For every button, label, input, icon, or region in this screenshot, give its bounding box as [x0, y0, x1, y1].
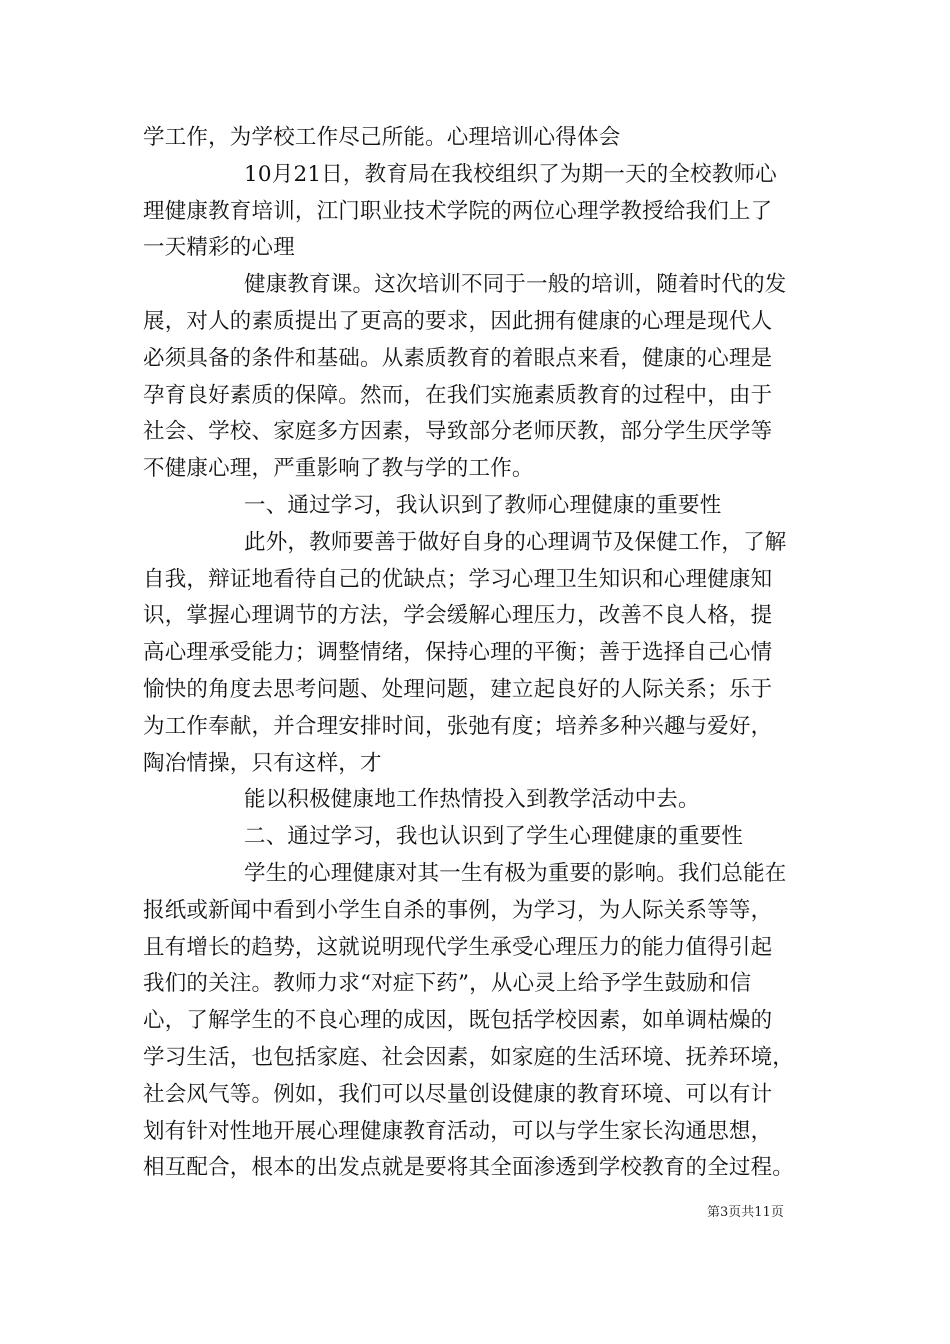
text-line: 陶冶情操，只有这样，才 — [143, 750, 382, 776]
text-line: 社会、学校、家庭多方因素，导致部分老师厌教，部分学生厌学等 — [143, 419, 773, 445]
text-line: 一天精彩的心理 — [143, 235, 295, 261]
text-line: 相互配合，根本的出发点就是要将其全面渗透到学校教育的全过程。 — [143, 1155, 795, 1181]
text-line: 理健康教育培训，江门职业技术学院的两位心理学教授给我们上了 — [143, 198, 773, 224]
text-line: 不健康心理，严重影响了教与学的工作。 — [143, 456, 534, 482]
text-line: 愉快的角度去思考问题、处理问题，建立起良好的人际关系；乐于 — [143, 676, 773, 702]
text-line: 我们的关注。教师力求“对症下药”，从心灵上给予学生鼓励和信 — [143, 971, 752, 997]
text-line: 心，了解学生的不良心理的成因，既包括学校因素，如单调枯燥的 — [143, 1008, 773, 1034]
text-line: 学生的心理健康对其一生有极为重要的影响。我们总能在 — [244, 860, 787, 886]
text-line: 孕育良好素质的保障。然而，在我们实施素质教育的过程中，由于 — [143, 382, 773, 408]
section-heading-1: 一、通过学习，我认识到了教师心理健康的重要性 — [244, 492, 722, 518]
text-line: 识，掌握心理调节的方法，学会缓解心理压力，改善不良人格，提 — [143, 603, 773, 629]
text-line: 展，对人的素质提出了更高的要求，因此拥有健康的心理是现代人 — [143, 308, 773, 334]
page-number: 第3页共11页 — [707, 1205, 784, 1220]
text-line: 此外，教师要善于做好自身的心理调节及保健工作，了解 — [244, 529, 787, 555]
text-line: 学工作，为学校工作尽己所能。心理培训心得体会 — [143, 125, 621, 150]
text-line: 社会风气等。例如，我们可以尽量创设健康的教育环境、可以有计 — [143, 1081, 773, 1107]
text-line: 10月21日，教育局在我校组织了为期一天的全校教师心 — [244, 161, 777, 187]
text-line: 必须具备的条件和基础。从素质教育的着眼点来看，健康的心理是 — [143, 345, 773, 371]
text-line: 报纸或新闻中看到小学生自杀的事例，为学习，为人际关系等等， — [143, 897, 773, 923]
text-line: 为工作奉献，并合理安排时间，张弛有度；培养多种兴趣与爱好， — [143, 713, 773, 739]
text-line: 能以积极健康地工作热情投入到教学活动中去。 — [244, 787, 700, 813]
section-heading-2: 二、通过学习，我也认识到了学生心理健康的重要性 — [244, 824, 744, 850]
text-line: 高心理承受能力；调整情绪，保持心理的平衡；善于选择自己心情 — [143, 640, 773, 666]
text-line: 且有增长的趋势，这就说明现代学生承受心理压力的能力值得引起 — [143, 934, 773, 960]
text-line: 学习生活，也包括家庭、社会因素，如家庭的生活环境、抚养环境， — [143, 1044, 795, 1070]
text-line: 划有针对性地开展心理健康教育活动，可以与学生家长沟通思想， — [143, 1118, 773, 1144]
text-line: 健康教育课。这次培训不同于一般的培训，随着时代的发 — [244, 272, 787, 298]
body-text — [143, 120, 813, 1187]
text-line: 自我，辩证地看待自己的优缺点；学习心理卫生知识和心理健康知 — [143, 566, 773, 592]
